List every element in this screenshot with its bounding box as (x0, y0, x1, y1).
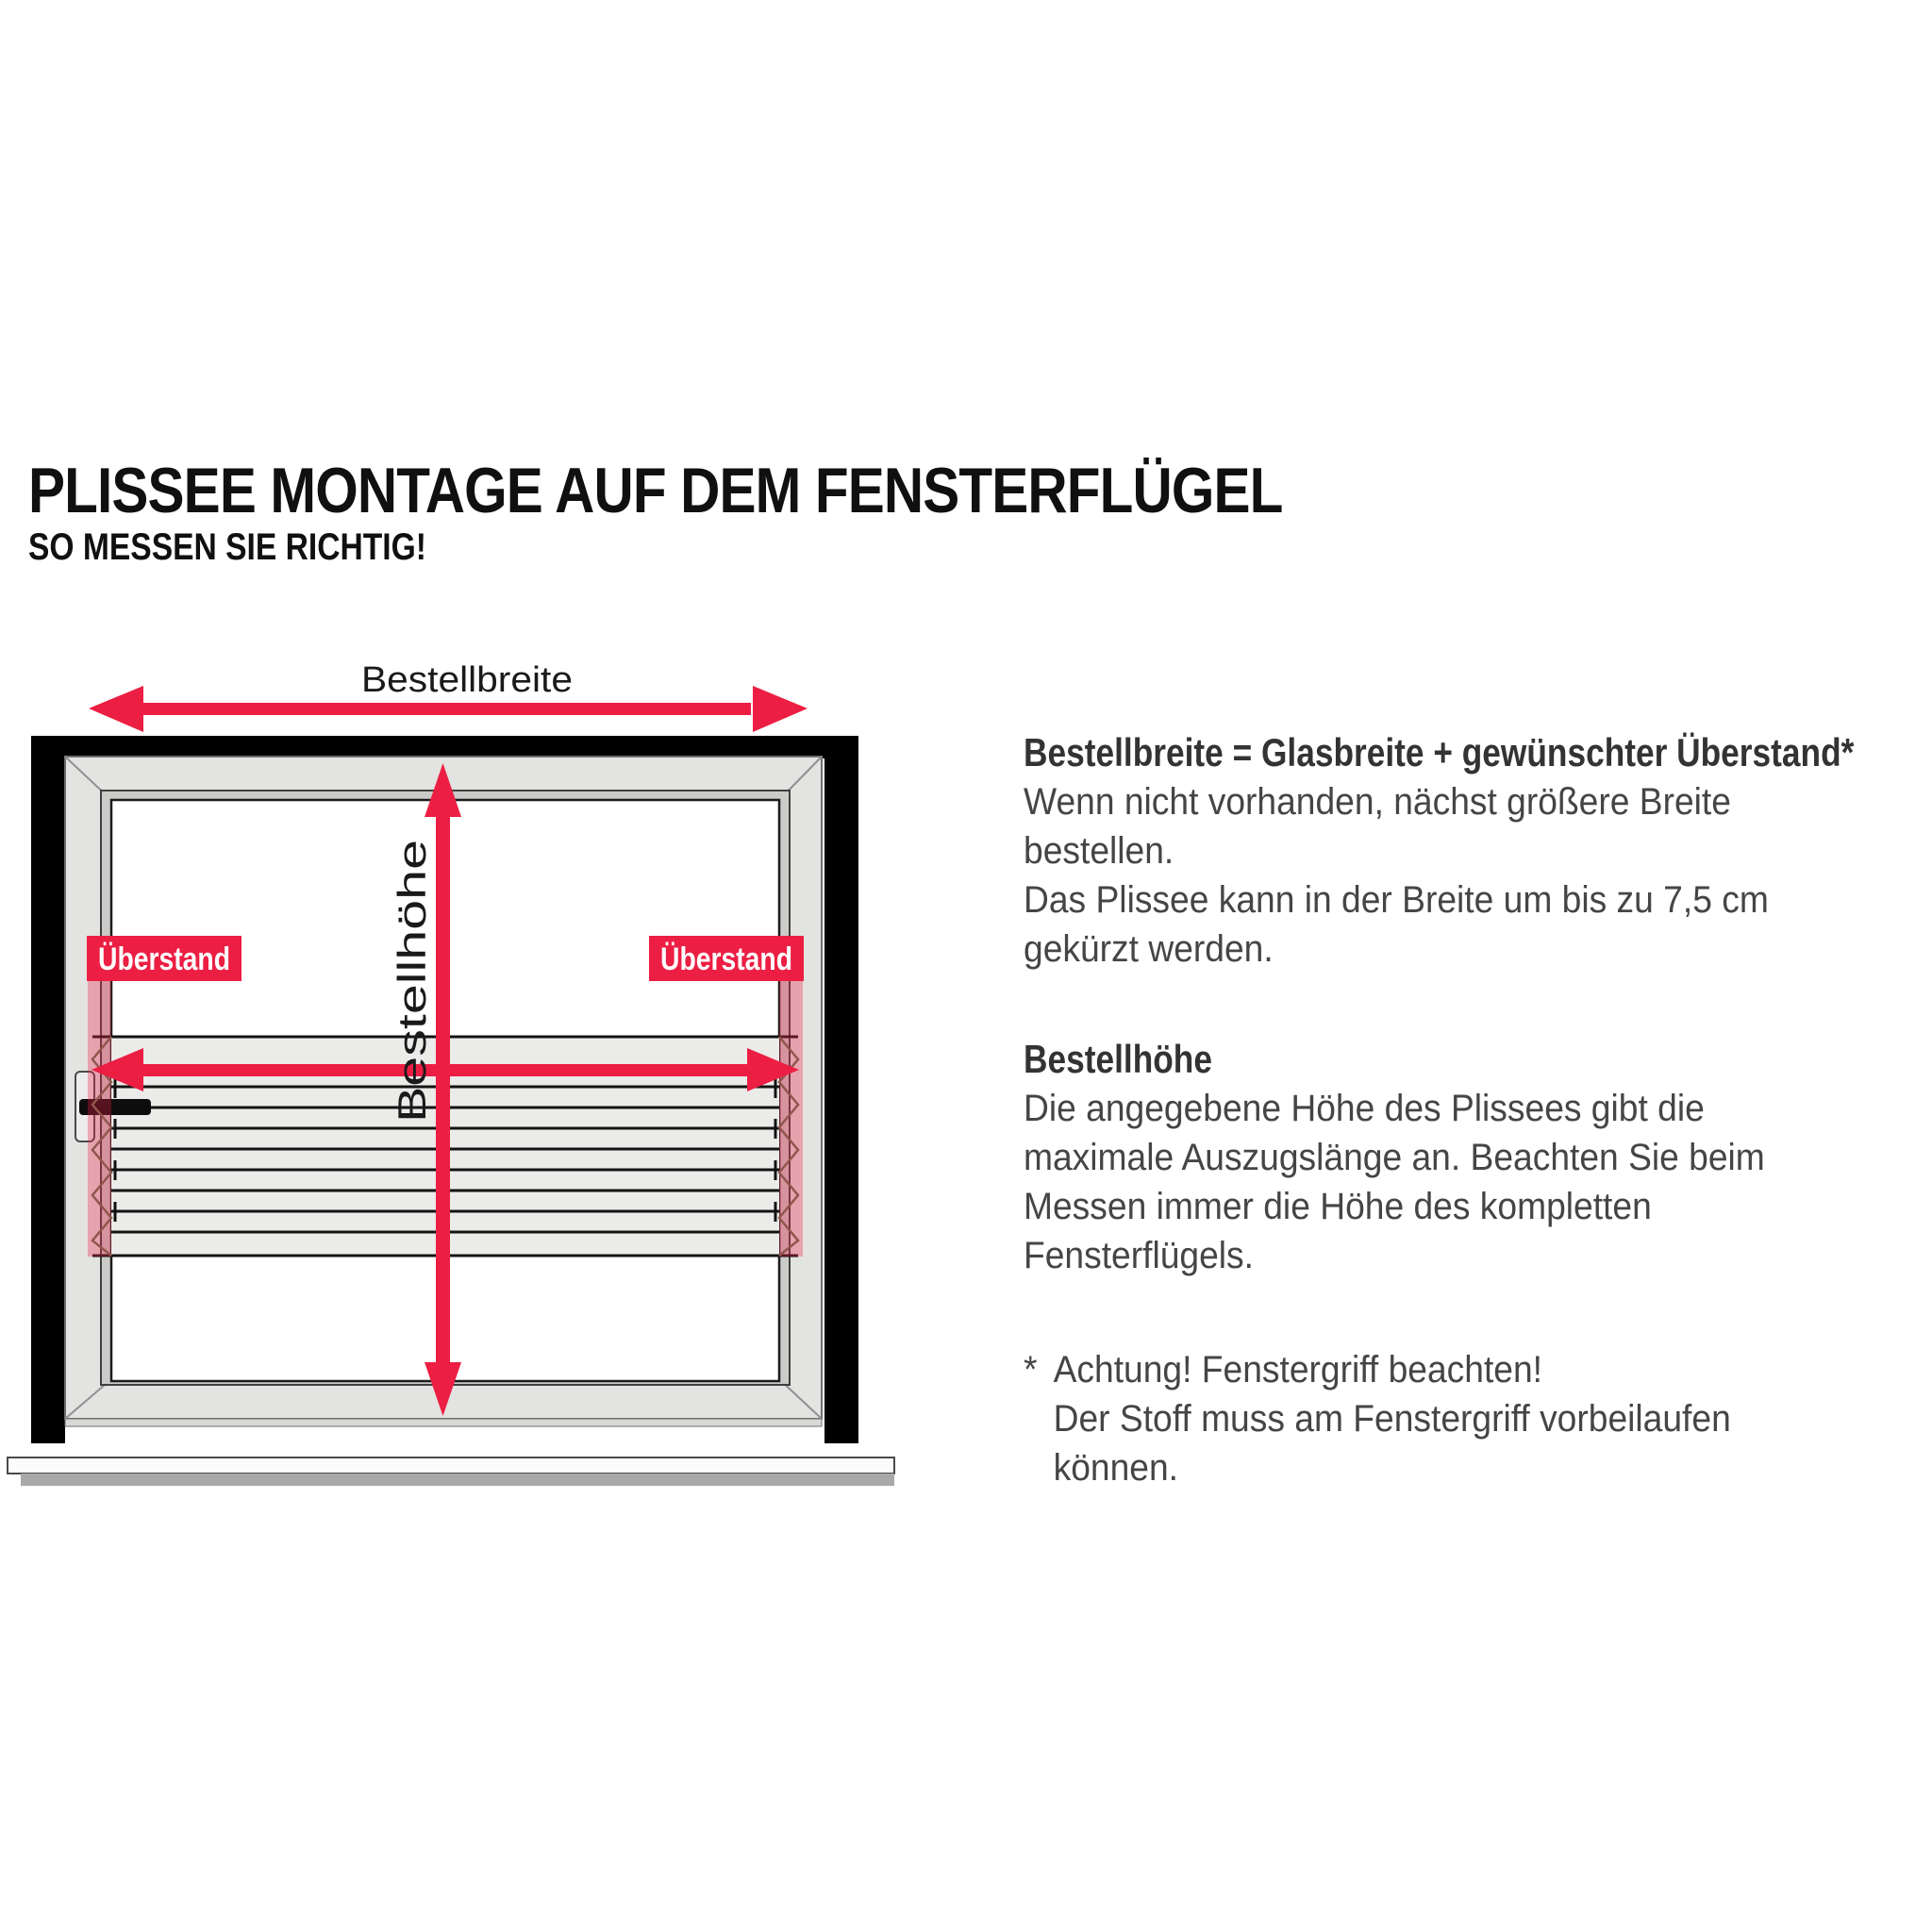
page-subtitle: SO MESSEN SIE RICHTIG! (28, 526, 426, 568)
overhang-label-left (87, 936, 242, 981)
info-text-line: Fensterflügels. (1024, 1235, 1254, 1276)
window-measure-diagram (0, 623, 924, 1528)
bestellbreite-heading: Bestellbreite = Glasbreite + gewünschter Überstand* (1024, 730, 1855, 774)
footnote-line: Der Stoff muss am Fenstergriff vorbeilaufen (1053, 1398, 1731, 1440)
info-text-line: gekürzt werden. (1024, 928, 1274, 970)
footnote-asterisk: * (1024, 1349, 1038, 1391)
window-sill (8, 1457, 894, 1486)
bestellhoehe-heading: Bestellhöhe (1024, 1037, 1212, 1081)
footnote-text: Achtung! Fenstergriff beachten! (1053, 1349, 1542, 1391)
footnote-line (1024, 1345, 1879, 1394)
sash-bottom-strip (65, 1419, 822, 1426)
page-title: PLISSEE MONTAGE AUF DEM FENSTERFLÜGEL (28, 455, 1283, 526)
info-text-line: bestellen. (1024, 830, 1174, 872)
overhang-label-right (649, 936, 804, 981)
bestellhoehe-label: Bestellhöhe (390, 915, 434, 1123)
info-block-bestellbreite (1024, 728, 1932, 974)
info-text-line: Das Plissee kann in der Breite um bis zu 7,5 cm (1024, 879, 1769, 921)
info-text-line: Messen immer die Höhe des kompletten (1024, 1186, 1652, 1227)
bestellbreite-label: Bestellbreite (361, 660, 573, 700)
info-block-bestellhoehe (1024, 1035, 1932, 1280)
overhang-label-right-text: Überstand (660, 941, 792, 977)
info-text-line: Die angegebene Höhe des Plissees gibt die (1024, 1088, 1705, 1129)
footnote-line: können. (1053, 1447, 1178, 1489)
info-text-line: Wenn nicht vorhanden, nächst größere Breite (1024, 781, 1731, 823)
overhang-label-left-text: Überstand (98, 941, 230, 977)
info-text-line: maximale Auszugslänge an. Beachten Sie beim (1024, 1137, 1765, 1178)
info-block-footnote (1024, 1345, 1932, 1492)
